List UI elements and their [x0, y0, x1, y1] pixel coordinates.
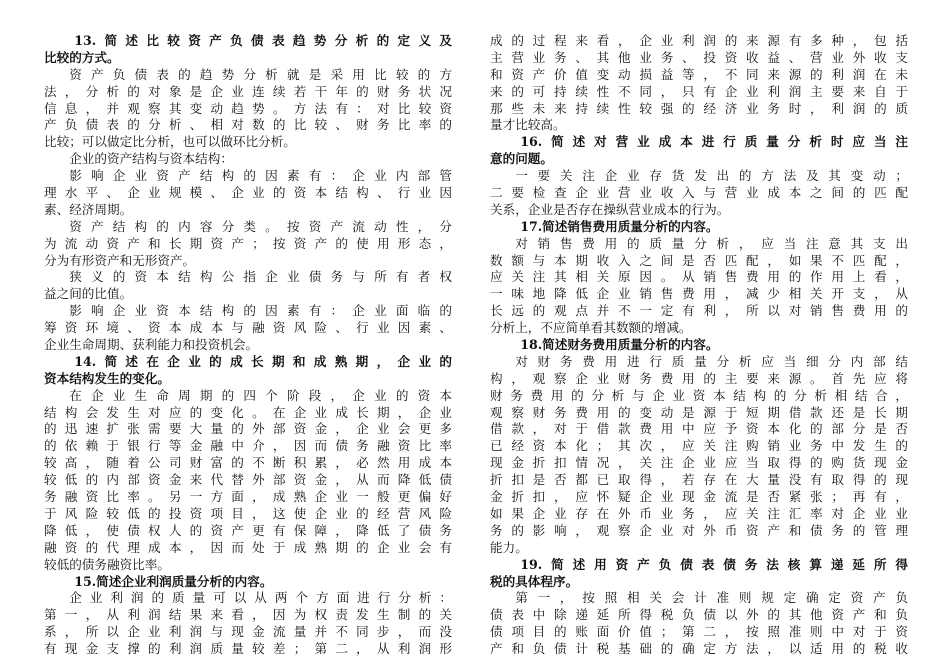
text-line: 影响企业资本结构的因素有：企业面临的 — [69, 303, 452, 319]
text-line: 企业的资产结构与资本结构： — [69, 151, 233, 167]
text-line: 资产结构的内容分类。按资产流动性，分 — [69, 218, 452, 234]
text-line: 益之间的比值。 — [44, 286, 133, 302]
question-heading-line: 16.简述对营业成本进行质量分析时应当注 — [520, 134, 908, 150]
text-line: 分为有形资产和无形资产。 — [44, 252, 196, 268]
text-line: 影响企业资产结构的因素有：企业内部管 — [69, 168, 452, 184]
text-line: 数额与本期收入之间是否匹配，如果不匹配， — [490, 252, 908, 268]
text-line: 系，所以企业利润与现金流量并不同步，而没 — [44, 624, 452, 640]
text-line: 金折扣，应怀疑企业现金流是否紧张；再有， — [490, 489, 908, 505]
text-line: 主营业务、其他业务、投资收益、营业外收支 — [490, 49, 908, 65]
question-heading-line: 税的具体程序。 — [490, 573, 579, 589]
text-line: 狭义的资本结构公指企业债务与所有者权 — [69, 269, 452, 285]
text-line: 第一，从利润结果来看，因为权责发生制的关 — [44, 607, 452, 623]
text-line: 于风险较低的投资项目，这使企业的经营风险 — [44, 505, 452, 521]
text-line: 已经资本化；其次，应关注购销业务中发生的 — [490, 438, 908, 454]
question-heading-line: 18.简述财务费用质量分析的内容。 — [520, 337, 719, 353]
text-line: 务的影响，观察企业对外币资产和债务的管理 — [490, 522, 908, 538]
text-line: 产和负债计税基础的确定方法，以适用的税收 — [490, 641, 908, 657]
text-line: 筹资环境、资本成本与融资风险、行业因素、 — [44, 320, 452, 336]
question-heading-line: 意的问题。 — [490, 151, 553, 167]
text-line: 有现金支撑的利润质量较差；第二，从利润形 — [44, 641, 452, 657]
text-line: 较低的债务融资比率。 — [44, 556, 170, 572]
text-line: 素、经济周期。 — [44, 201, 133, 217]
question-heading-line: 17.简述销售费用质量分析的内容。 — [520, 218, 719, 234]
text-line: 债表中除递延所得税负债以外的其他资产和负 — [490, 607, 908, 623]
text-line: 财务费用的分析与企业资本结构的分析相结合， — [490, 387, 908, 403]
text-line: 如果企业存在外币业务，应关注汇率对企业业 — [490, 505, 908, 521]
text-line: 较高，随着公司财富的不断积累，必然用成本 — [44, 455, 452, 471]
question-heading-line: 19.简述用资产负债表债务法核算递延所得 — [520, 556, 908, 572]
question-heading-line: 14.简述在企业的成长期和成熟期，企业的 — [74, 353, 452, 369]
text-line: 对财务费用进行质量分析应当细分内部结 — [515, 353, 908, 369]
text-line: 二要检查企业营业收入与营业成本之间的匹配 — [490, 185, 908, 201]
question-heading-line: 15.简述企业利润质量分析的内容。 — [74, 573, 273, 589]
text-line: 降低，使债权人的资产更有保障，降低了债务 — [44, 522, 452, 538]
text-line: 对销售费用的质量分析，应当注意其支出 — [515, 235, 908, 251]
text-line: 来的可持续性不同，只有企业利润主要来自于 — [490, 83, 908, 99]
text-line: 那些未来持续性较强的经济业务时，利润的质 — [490, 100, 908, 116]
text-line: 资产负债表的趋势分析就是采用比较的方 — [69, 66, 452, 82]
text-line: 企业生命周期、获利能力和投资机会。 — [44, 337, 259, 353]
text-line: 成的过程来看，企业利润的来源有多种，包括 — [490, 33, 908, 48]
question-heading-line: 13.简述比较资产负债表趋势分析的定义及 — [74, 33, 452, 48]
text-line: 长远的观点并不一定有利，所以对销售费用的 — [490, 303, 908, 319]
text-line: 一要关注企业存货发出的方法及其变动； — [515, 168, 908, 184]
text-line: 关系，企业是否存在操纵营业成本的行为。 — [490, 201, 730, 217]
text-line: 信息，并观察其变动趋势。方法有：对比较资 — [44, 100, 452, 116]
text-line: 比较；可以做定比分析，也可以做环比分析。 — [44, 134, 296, 150]
text-line: 为流动资产和长期资产；按资产的使用形态， — [44, 235, 452, 251]
left-column — [44, 33, 452, 658]
text-line: 产负债表的分析、相对数的比较、财务比率的 — [44, 117, 452, 133]
text-line: 的迅速扩张需要大量的外部资金，企业会更多 — [44, 421, 452, 437]
text-line: 分析上，不应简单看其数额的增减。 — [490, 320, 692, 336]
text-line: 折扣是否都已取得，若存在大量没有取得的现 — [490, 472, 908, 488]
question-heading-line: 资本结构发生的变化。 — [44, 370, 170, 386]
text-line: 第一，按照相关会计准则规定确定资产负 — [515, 590, 908, 606]
text-line: 应关注其相关原因。从销售费用的作用上看， — [490, 269, 908, 285]
text-line: 理水平、企业规模、企业的资本结构、行业因 — [44, 185, 452, 201]
text-line: 和资产价值变动损益等，不同来源的利润在未 — [490, 66, 908, 82]
text-line: 企业利润的质量可以从两个方面进行分析： — [69, 590, 452, 606]
text-line: 债项目的账面价值；第二，按照准则中对于资 — [490, 624, 908, 640]
text-line: 现金折扣情况，关注企业应当取得的购货现金 — [490, 455, 908, 471]
text-line: 较低的内部资金来代替外部资金，从而降低债 — [44, 472, 452, 488]
text-line: 在企业生命周期的四个阶段，企业的资本 — [69, 387, 452, 403]
right-column — [490, 33, 908, 658]
text-line: 结构会发生对应的变化。在企业成长期，企业 — [44, 404, 452, 420]
text-line: 融资的代理成本，因而处于成熟期的企业会有 — [44, 539, 452, 555]
text-line: 观察财务费用的变动是源于短期借款还是长期 — [490, 404, 908, 420]
text-line: 一味地降低企业销售费用，减少相关开支，从 — [490, 286, 908, 302]
text-line: 借款，对于借款费用中应予资本化的部分是否 — [490, 421, 908, 437]
question-heading-line: 比较的方式。 — [44, 49, 120, 65]
text-line: 构，观察企业财务费用的主要来源。首先应将 — [490, 370, 908, 386]
text-line: 的依赖于银行等金融中介，因而债务融资比率 — [44, 438, 452, 454]
text-line: 务融资比率。另一方面，成熟企业一般更偏好 — [44, 489, 452, 505]
text-line: 能力。 — [490, 539, 528, 555]
text-line: 法，分析的对象是企业连续若干年的财务状况 — [44, 83, 452, 99]
text-line: 量才比较高。 — [490, 117, 566, 133]
